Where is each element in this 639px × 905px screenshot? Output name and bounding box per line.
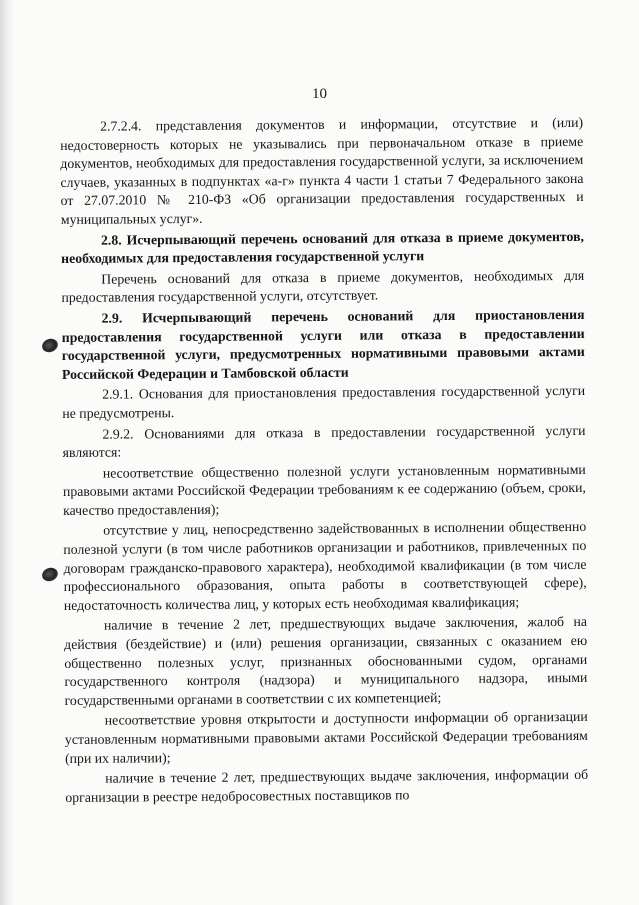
scan-shadow-edge	[0, 0, 14, 905]
paragraph-2-7-2-4: 2.7.2.4. представления документов и информации, отсутствие и (или) недостоверность которых не указывались при первоначальном отказе в приеме документов, необходимых для предоставления государственной услуги, за исключением случаев, указанных в подпунктах «а-г» пункта 4 части 1 статьи 7 Федерального закона от 27.07.2010 № 210-ФЗ «Об организации предоставления государственных и муниципальных услуг».	[60, 114, 584, 227]
heading-2-8: 2.8. Исчерпывающий перечень оснований для отказа в приеме документов, необходимых для предоставления государственной услуги	[61, 228, 585, 267]
list-item-openness: несоответствие уровня открытости и доступности информации об организации установленным нормативными правовыми актами Российской Федерации требованиям (при их наличии);	[64, 709, 588, 766]
paragraph-2-8-text: Перечень оснований для отказа в приеме документов, необходимых для предоставления государственной услуги, отсутствует.	[61, 267, 585, 306]
paragraph-2-9-2: 2.9.2. Основаниями для отказа в предоставлении государственной услуги являются:	[62, 422, 586, 461]
page-number: 10	[312, 86, 327, 102]
paragraph-2-9-1: 2.9.1. Основания для приостановления предоставления государственной услуги не предусмотрены.	[62, 383, 586, 421]
punch-hole-top	[40, 337, 59, 355]
list-item-qualification: отсутствие у лиц, непосредственно задействованных в исполнении общественно полезной услуги (в том числе работников организации и работников, привлеченных по договорам гражданско-правового характера), необходимой квалификации (в том числе профессионального образования, опыта работы в соответствующей сфере), недостаточность количества лиц, у которых есть необходимая квалификация;	[63, 519, 587, 613]
list-item-registry: наличие в течение 2 лет, предшествующих выдаче заключения, информации об организации в реестре недобросовестных поставщиков по	[65, 767, 589, 805]
document-body	[60, 114, 588, 809]
punch-hole-bottom	[40, 566, 59, 584]
list-item-nonconformity: несоответствие общественно полезной услуги установленным нормативными правовыми актами Российской Федерации требованиям к ее содержанию (объем, сроки, качество предоставления);	[62, 461, 586, 518]
list-item-complaints: наличие в течение 2 лет, предшествующих выдаче заключения, жалоб на действия (бездействие) и (или) решения организации, связанных с оказанием ею общественно полезных услуг, признанных обоснованными судом, органами государственного контроля (надзора) и муниципального надзора, иными государственными органами в соответствии с их компетенцией;	[64, 614, 588, 708]
heading-2-9: 2.9. Исчерпывающий перечень оснований для приостановления предоставления государственной услуги или отказа в предоставлении государственной услуги, предусмотренных нормативными правовыми актами Российской Федерации и Тамбовской области	[61, 306, 585, 382]
